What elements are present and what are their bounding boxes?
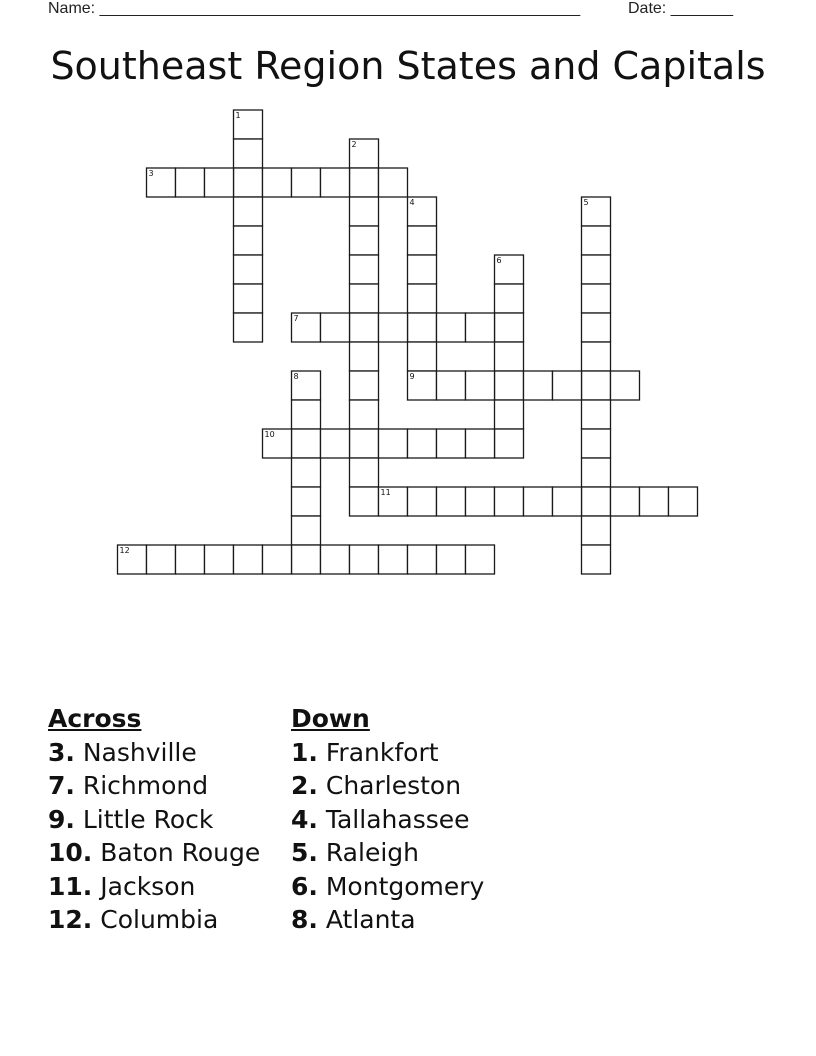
grid-cell[interactable] bbox=[234, 226, 263, 255]
grid-cell[interactable] bbox=[408, 226, 437, 255]
clue-across-7 bbox=[48, 769, 260, 803]
name-field-label[interactable]: Name: ______________________________________________________ bbox=[48, 0, 581, 17]
grid-cell[interactable] bbox=[292, 487, 321, 516]
grid-cell[interactable] bbox=[350, 458, 379, 487]
grid-cell[interactable] bbox=[350, 429, 379, 458]
grid-cell[interactable] bbox=[553, 371, 582, 400]
cell-number-label: 7 bbox=[293, 314, 299, 323]
clue-text: Charleston bbox=[325, 771, 462, 800]
grid-cell[interactable] bbox=[582, 342, 611, 371]
grid-cell[interactable] bbox=[176, 545, 205, 574]
grid-cell[interactable] bbox=[408, 255, 437, 284]
clue-number: 10. bbox=[48, 838, 93, 867]
grid-cell[interactable] bbox=[582, 371, 611, 400]
grid-cell[interactable] bbox=[524, 371, 553, 400]
clue-number: 5. bbox=[291, 838, 318, 867]
grid-cell[interactable] bbox=[495, 400, 524, 429]
cell-number-label: 3 bbox=[148, 169, 154, 178]
grid-cell[interactable] bbox=[466, 313, 495, 342]
cell-number-label: 6 bbox=[496, 256, 502, 265]
grid-cell[interactable] bbox=[321, 545, 350, 574]
grid-cell[interactable] bbox=[292, 516, 321, 545]
date-field-label[interactable]: Date: _______ bbox=[628, 0, 733, 17]
clue-number: 9. bbox=[48, 804, 75, 834]
clue-number: 12. bbox=[48, 905, 93, 934]
grid-cell[interactable] bbox=[350, 487, 379, 516]
clue-text: Richmond bbox=[82, 771, 209, 800]
clue-across-10 bbox=[48, 836, 260, 870]
clue-down-5 bbox=[291, 836, 484, 870]
grid-cell[interactable] bbox=[350, 284, 379, 313]
grid-cell[interactable] bbox=[466, 371, 495, 400]
grid-cell[interactable] bbox=[611, 487, 640, 516]
grid-cell[interactable] bbox=[147, 545, 176, 574]
grid-cell[interactable] bbox=[582, 255, 611, 284]
grid-cell[interactable] bbox=[234, 255, 263, 284]
clue-down-2 bbox=[291, 769, 484, 803]
grid-cell[interactable] bbox=[350, 342, 379, 371]
cell-number-label: 12 bbox=[119, 546, 130, 555]
grid-cell[interactable] bbox=[408, 284, 437, 313]
clue-text: Jackson bbox=[100, 871, 196, 901]
page-title: Southeast Region States and Capitals bbox=[50, 44, 766, 88]
across-heading: Across bbox=[48, 704, 142, 733]
grid-cell[interactable] bbox=[582, 516, 611, 545]
grid-cell[interactable] bbox=[582, 429, 611, 458]
clue-text: Tallahassee bbox=[325, 804, 470, 834]
grid-cell[interactable] bbox=[582, 284, 611, 313]
grid-cell[interactable] bbox=[466, 487, 495, 516]
grid-cell[interactable] bbox=[379, 168, 408, 197]
across-clues bbox=[48, 702, 260, 937]
grid-cell[interactable] bbox=[292, 168, 321, 197]
grid-cell[interactable] bbox=[234, 545, 263, 574]
down-heading: Down bbox=[291, 704, 370, 733]
grid-cell[interactable] bbox=[524, 487, 553, 516]
grid-cell[interactable] bbox=[408, 313, 437, 342]
clue-text: Columbia bbox=[100, 905, 219, 934]
grid-cell[interactable] bbox=[582, 487, 611, 516]
grid-cell[interactable] bbox=[292, 458, 321, 487]
grid-cell[interactable] bbox=[669, 487, 698, 516]
grid-cell[interactable] bbox=[495, 371, 524, 400]
clue-across-12 bbox=[48, 903, 260, 937]
cell-number-label: 10 bbox=[264, 430, 275, 439]
grid-cell[interactable] bbox=[582, 545, 611, 574]
clue-number: 3. bbox=[48, 737, 75, 767]
grid-cell[interactable] bbox=[379, 429, 408, 458]
grid-cell[interactable] bbox=[495, 313, 524, 342]
cell-number-label: 4 bbox=[409, 198, 415, 207]
grid-cell[interactable] bbox=[437, 545, 466, 574]
grid-cell[interactable] bbox=[350, 400, 379, 429]
cell-number-label: 8 bbox=[293, 372, 299, 381]
clue-number: 6. bbox=[291, 871, 318, 901]
cell-number-label: 11 bbox=[380, 488, 391, 497]
clue-text: Atlanta bbox=[325, 905, 416, 934]
grid-cell[interactable] bbox=[350, 197, 379, 226]
grid-cell[interactable] bbox=[321, 168, 350, 197]
grid-cell[interactable] bbox=[234, 313, 263, 342]
grid-cell[interactable] bbox=[553, 487, 582, 516]
clue-text: Nashville bbox=[82, 737, 197, 767]
down-clues bbox=[291, 702, 484, 937]
grid-cell[interactable] bbox=[408, 342, 437, 371]
clue-down-8 bbox=[291, 903, 484, 937]
grid-cell[interactable] bbox=[640, 487, 669, 516]
grid-cell[interactable] bbox=[495, 342, 524, 371]
grid-cell[interactable] bbox=[292, 545, 321, 574]
grid-cell[interactable] bbox=[292, 429, 321, 458]
grid-cell[interactable] bbox=[582, 458, 611, 487]
clue-across-11 bbox=[48, 870, 260, 904]
grid-cell[interactable] bbox=[205, 168, 234, 197]
grid-cell[interactable] bbox=[582, 226, 611, 255]
grid-cell[interactable] bbox=[495, 284, 524, 313]
grid-cell[interactable] bbox=[205, 545, 234, 574]
clue-number: 8. bbox=[291, 905, 318, 934]
grid-cell[interactable] bbox=[350, 313, 379, 342]
grid-cell[interactable] bbox=[437, 429, 466, 458]
clue-text: Raleigh bbox=[325, 838, 419, 867]
grid-cell[interactable] bbox=[263, 545, 292, 574]
cell-number-label: 1 bbox=[235, 111, 241, 120]
clue-down-1 bbox=[291, 736, 484, 770]
grid-cell[interactable] bbox=[350, 255, 379, 284]
clue-down-4 bbox=[291, 803, 484, 837]
clue-number: 11. bbox=[48, 871, 93, 901]
cell-number-label: 5 bbox=[583, 198, 589, 207]
grid-cell[interactable] bbox=[263, 168, 292, 197]
grid-cell[interactable] bbox=[495, 487, 524, 516]
grid-cell[interactable] bbox=[582, 400, 611, 429]
grid-cell[interactable] bbox=[234, 197, 263, 226]
clue-number: 2. bbox=[291, 771, 318, 800]
clue-across-9 bbox=[48, 803, 260, 837]
grid-cell[interactable] bbox=[437, 313, 466, 342]
grid-cell[interactable] bbox=[234, 139, 263, 168]
grid-cell[interactable] bbox=[611, 371, 640, 400]
grid-cell[interactable] bbox=[350, 226, 379, 255]
grid-cell[interactable] bbox=[495, 429, 524, 458]
grid-cell[interactable] bbox=[350, 168, 379, 197]
clue-text: Little Rock bbox=[82, 804, 214, 834]
grid-cell[interactable] bbox=[350, 545, 379, 574]
grid-cell[interactable] bbox=[234, 284, 263, 313]
clue-number: 1. bbox=[291, 737, 318, 767]
grid-cell[interactable] bbox=[379, 545, 408, 574]
grid-cell[interactable] bbox=[582, 313, 611, 342]
cell-number-label: 9 bbox=[409, 372, 415, 381]
grid-cell[interactable] bbox=[176, 168, 205, 197]
grid-cell[interactable] bbox=[437, 487, 466, 516]
grid-cell[interactable] bbox=[408, 487, 437, 516]
grid-cell[interactable] bbox=[350, 371, 379, 400]
grid-cell[interactable] bbox=[437, 371, 466, 400]
grid-cell[interactable] bbox=[234, 168, 263, 197]
grid-cell[interactable] bbox=[466, 429, 495, 458]
grid-cell[interactable] bbox=[408, 429, 437, 458]
clue-number: 4. bbox=[291, 804, 318, 834]
grid-cell[interactable] bbox=[466, 545, 495, 574]
grid-cell[interactable] bbox=[321, 429, 350, 458]
grid-cell[interactable] bbox=[408, 545, 437, 574]
clue-number: 7. bbox=[48, 771, 75, 800]
clue-text: Baton Rouge bbox=[100, 838, 261, 867]
grid-cell[interactable] bbox=[321, 313, 350, 342]
clue-text: Montgomery bbox=[325, 871, 485, 901]
clue-text: Frankfort bbox=[325, 737, 439, 767]
cell-number-label: 2 bbox=[351, 140, 357, 149]
grid-cell[interactable] bbox=[292, 400, 321, 429]
grid-cell[interactable] bbox=[379, 313, 408, 342]
clue-down-6 bbox=[291, 870, 484, 904]
clue-across-3 bbox=[48, 736, 260, 770]
